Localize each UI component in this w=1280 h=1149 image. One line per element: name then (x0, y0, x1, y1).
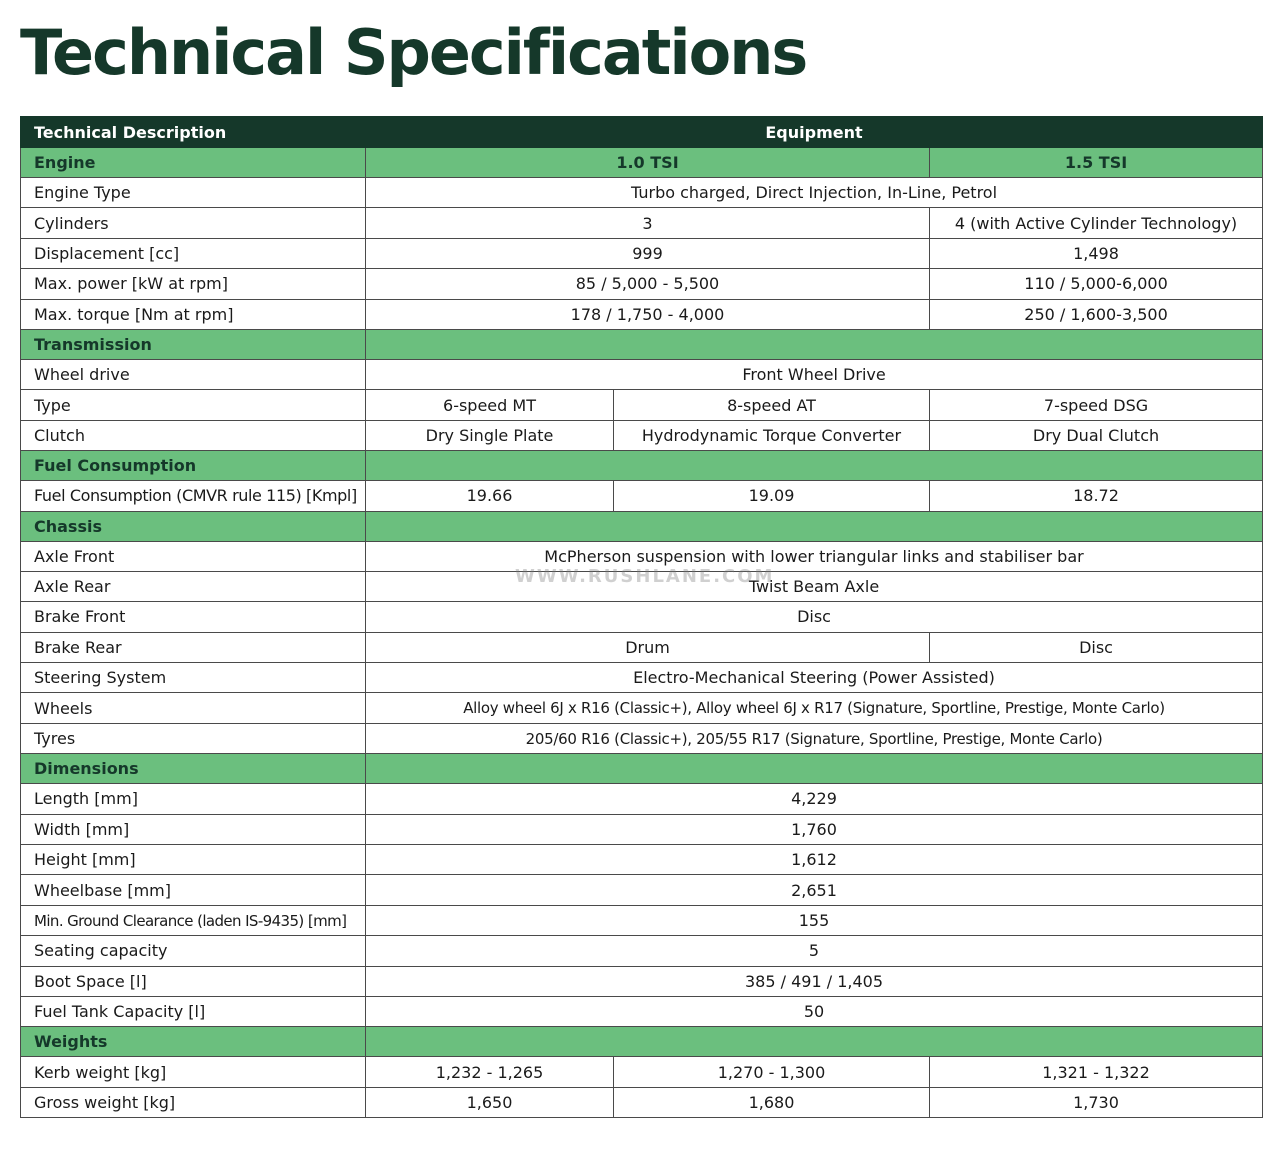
row-value: 1,730 (930, 1087, 1263, 1117)
row-value: 110 / 5,000-6,000 (930, 269, 1263, 299)
spec-table-container (20, 116, 1262, 1118)
row-value: Hydrodynamic Torque Converter (614, 420, 930, 450)
section-fill (366, 1027, 1263, 1057)
row-label: Max. torque [Nm at rpm] (21, 299, 366, 329)
section-fill (366, 754, 1263, 784)
table-row (21, 208, 1263, 238)
row-value: 18.72 (930, 481, 1263, 511)
row-value: 1,232 - 1,265 (366, 1057, 614, 1087)
row-value: 178 / 1,750 - 4,000 (366, 299, 930, 329)
row-value: 250 / 1,600-3,500 (930, 299, 1263, 329)
section-weights (21, 1027, 1263, 1057)
row-value: Turbo charged, Direct Injection, In-Line, Petrol (366, 178, 1263, 208)
row-value: 1,321 - 1,322 (930, 1057, 1263, 1087)
table-row (21, 875, 1263, 905)
table-row (21, 723, 1263, 753)
table-row (21, 541, 1263, 571)
row-label: Axle Rear (21, 571, 366, 601)
watermark: WWW.RUSHLANE.COM (515, 566, 775, 587)
section-label: Weights (21, 1027, 366, 1057)
row-value: Front Wheel Drive (366, 359, 1263, 389)
section-chassis (21, 511, 1263, 541)
table-row (21, 238, 1263, 268)
section-label: Engine (21, 148, 366, 178)
row-value: 7-speed DSG (930, 390, 1263, 420)
row-label: Tyres (21, 723, 366, 753)
row-label: Height [mm] (21, 845, 366, 875)
row-value: Disc (366, 602, 1263, 632)
table-row (21, 693, 1263, 723)
table-row (21, 359, 1263, 389)
row-label: Axle Front (21, 541, 366, 571)
row-value: 50 (366, 996, 1263, 1026)
row-label: Width [mm] (21, 814, 366, 844)
table-row (21, 269, 1263, 299)
row-label: Steering System (21, 663, 366, 693)
table-row (21, 299, 1263, 329)
table-row (21, 966, 1263, 996)
row-value: 3 (366, 208, 930, 238)
row-label: Clutch (21, 420, 366, 450)
section-transmission (21, 329, 1263, 359)
row-value: 4,229 (366, 784, 1263, 814)
row-value: 999 (366, 238, 930, 268)
row-value: 385 / 491 / 1,405 (366, 966, 1263, 996)
section-label: Fuel Consumption (21, 451, 366, 481)
row-label: Gross weight [kg] (21, 1087, 366, 1117)
row-value: Dry Single Plate (366, 420, 614, 450)
table-row (21, 1087, 1263, 1117)
section-fill (366, 329, 1263, 359)
row-label: Wheel drive (21, 359, 366, 389)
section-fuel-consumption (21, 451, 1263, 481)
table-row (21, 632, 1263, 662)
page-title: Technical Specifications (20, 16, 807, 89)
header-equipment: Equipment (366, 117, 1263, 148)
row-value: Electro-Mechanical Steering (Power Assisted) (366, 663, 1263, 693)
row-label: Wheels (21, 693, 366, 723)
row-label: Displacement [cc] (21, 238, 366, 268)
row-label: Cylinders (21, 208, 366, 238)
row-value: Alloy wheel 6J x R16 (Classic+), Alloy wheel 6J x R17 (Signature, Sportline, Prestige, Monte Carlo) (366, 693, 1263, 723)
table-row (21, 845, 1263, 875)
header-technical-description: Technical Description (21, 117, 366, 148)
section-fill (366, 511, 1263, 541)
row-label: Max. power [kW at rpm] (21, 269, 366, 299)
row-value: Drum (366, 632, 930, 662)
table-header-row (21, 117, 1263, 148)
row-label: Brake Front (21, 602, 366, 632)
row-label: Type (21, 390, 366, 420)
row-value: Twist Beam Axle (366, 571, 1263, 601)
table-row (21, 996, 1263, 1026)
spec-table (20, 116, 1263, 1118)
row-value: 85 / 5,000 - 5,500 (366, 269, 930, 299)
row-value: 1,680 (614, 1087, 930, 1117)
row-label: Fuel Tank Capacity [l] (21, 996, 366, 1026)
row-value: 6-speed MT (366, 390, 614, 420)
row-value: 1,498 (930, 238, 1263, 268)
row-value: 4 (with Active Cylinder Technology) (930, 208, 1263, 238)
row-value: 1,612 (366, 845, 1263, 875)
row-value: 1,650 (366, 1087, 614, 1117)
row-label: Boot Space [l] (21, 966, 366, 996)
row-label: Length [mm] (21, 784, 366, 814)
row-label: Min. Ground Clearance (laden IS-9435) [mm] (21, 905, 366, 935)
variant-1-5-tsi: 1.5 TSI (930, 148, 1263, 178)
section-label: Chassis (21, 511, 366, 541)
table-row (21, 481, 1263, 511)
variant-1-0-tsi: 1.0 TSI (366, 148, 930, 178)
row-value: Disc (930, 632, 1263, 662)
table-row (21, 814, 1263, 844)
row-value: 2,651 (366, 875, 1263, 905)
table-row (21, 1057, 1263, 1087)
row-value: 155 (366, 905, 1263, 935)
table-row (21, 571, 1263, 601)
section-label: Transmission (21, 329, 366, 359)
row-label: Kerb weight [kg] (21, 1057, 366, 1087)
row-value: Dry Dual Clutch (930, 420, 1263, 450)
section-dimensions (21, 754, 1263, 784)
row-label: Wheelbase [mm] (21, 875, 366, 905)
table-row (21, 784, 1263, 814)
row-value: 205/60 R16 (Classic+), 205/55 R17 (Signature, Sportline, Prestige, Monte Carlo) (366, 723, 1263, 753)
table-row (21, 905, 1263, 935)
table-row (21, 663, 1263, 693)
row-value: 1,270 - 1,300 (614, 1057, 930, 1087)
row-value: McPherson suspension with lower triangular links and stabiliser bar (366, 541, 1263, 571)
table-row (21, 178, 1263, 208)
row-value: 8-speed AT (614, 390, 930, 420)
row-label: Brake Rear (21, 632, 366, 662)
row-value: 5 (366, 936, 1263, 966)
row-label: Engine Type (21, 178, 366, 208)
row-value: 1,760 (366, 814, 1263, 844)
table-row (21, 602, 1263, 632)
table-row (21, 390, 1263, 420)
row-label: Fuel Consumption (CMVR rule 115) [Kmpl] (21, 481, 366, 511)
row-value: 19.09 (614, 481, 930, 511)
table-row (21, 936, 1263, 966)
section-label: Dimensions (21, 754, 366, 784)
row-label: Seating capacity (21, 936, 366, 966)
section-fill (366, 451, 1263, 481)
table-row (21, 420, 1263, 450)
row-value: 19.66 (366, 481, 614, 511)
section-engine (21, 148, 1263, 178)
